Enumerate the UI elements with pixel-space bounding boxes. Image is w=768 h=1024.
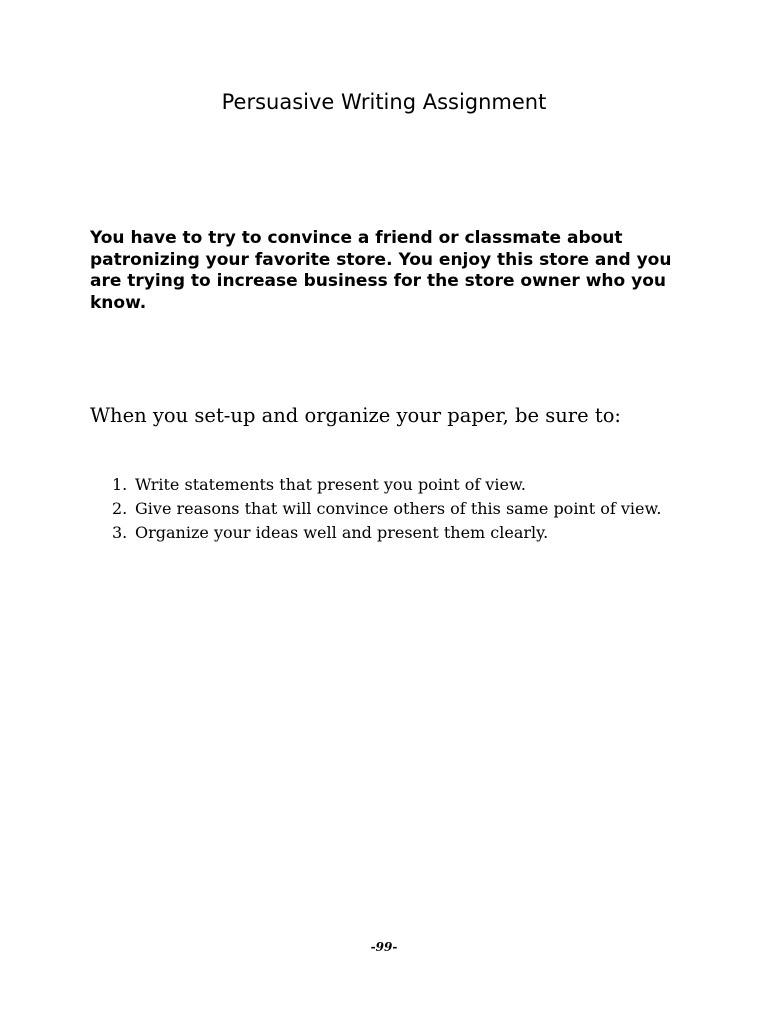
page-title: Persuasive Writing Assignment <box>221 90 547 114</box>
list-item <box>112 473 662 497</box>
assignment-prompt: You have to try to convince a friend or classmate about patronizing your favorite store. You enjoy this store and you are trying to increase business for the store owner who you know. <box>90 228 672 313</box>
step-text: Write statements that present you point of view. <box>135 475 526 494</box>
step-text: Organize your ideas well and present them clearly. <box>135 523 549 542</box>
list-item <box>112 497 662 521</box>
step-number: 1. <box>112 475 128 494</box>
step-number: 3. <box>112 523 128 542</box>
steps-list <box>112 473 662 545</box>
step-text: Give reasons that will convince others of this same point of view. <box>135 499 662 518</box>
instructions-intro: When you set-up and organize your paper, be sure to: <box>90 404 622 427</box>
list-item <box>112 521 662 545</box>
step-number: 2. <box>112 499 128 518</box>
page-number: -99- <box>370 940 398 954</box>
